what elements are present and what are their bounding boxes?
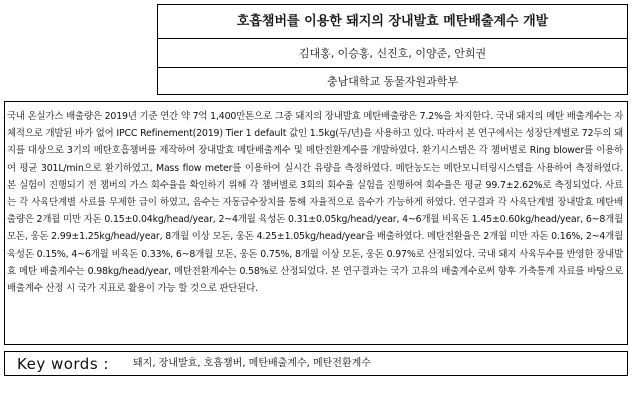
paper-title: 호흡챔버를 이용한 돼지의 장내발효 메탄배출계수 개발 xyxy=(158,5,627,39)
title-block xyxy=(157,4,628,95)
keywords-label: Key words : xyxy=(17,355,109,373)
author-list: 김대홍, 이승홍, 신진호, 이양준, 안희권 xyxy=(158,39,627,68)
keywords-list: 돼지, 장내발효, 호흡챔버, 메탄배출계수, 메탄전환계수 xyxy=(133,358,371,369)
abstract-box xyxy=(4,101,628,345)
abstract-text: 국내 온실가스 배출량은 2019년 기준 연간 약 7억 1,400만톤으로 그중 돼지의 장내발효 메탄배출량은 7.2%을 차지한다. 국내 돼지의 메탄 배출계수는 자체적으로 개발된 바가 없어 IPCC Refinement(2019) Tier 1 default 값인 1.5kg(두/년)을 사용하고 있다. 따라서 본 연구에서는 성장단계별로 72두의 돼지를 대상으로 3기의 메탄호흡챔버를 제작하여 장내발효 메탄배출계수 및 메탄전환계수를 개발하였다. 환기시스템은 각 챔버별로 Ring blower를 이용하여 평균 301L/min으로 환기하였고, Mass flow meter를 이용하여 실시간 유량을 측정하였다. 메탄농도는 메탄모니터링시스템을 사용하여 측정하였다. 본 실험이 진행되기 전 챔버의 가스 회수율을 확인하기 위해 각 챔버별로 3회의 회수율 실험을 진행하여 회수율은 평균 99.7±2.62%로 측정되었다. 사료는 각 사육단계별 사료를 무제한 급이 하였고, 음수는 자동급수장치를 통해 자율적으로 음수가 가능하게 하였다. 연구결과 각 사육단계별 장내발효 메탄배출량은 2개월 미만 자돈 0.15±0.04kg/head/year, 2~4개월 육성돈 0.31±0.05kg/head/year, 4~6개월 비육돈 1.45±0.60kg/head/year, 6~8개월 모돈, 웅돈 2.99±1.25kg/head/year, 8개월 이상 모돈, 웅돈 4.25±1.05kg/head/year을 배출하였다. 메탄전환율은 2개월 미만 자돈 0.16%, 2~4개월 육성돈 0.15%, 4~6개월 비육돈 0.33%, 6~8개월 모돈, 웅돈 0.75%, 8개월 이상 모돈, 웅돈 0.97%로 산정되었다. 국내 돼지 사육두수를 반영한 장내발효 메탄 배출계수는 0.98kg/head/year, 메탄전환계수는 0.58%로 산정되었다. 본 연구결과는 국가 고유의 배출계수로써 향후 가축통계 자료를 바탕으로 배출계수 산정 시 국가 지표로 활용이 가능 할 것으로 판단된다. xyxy=(7,111,623,295)
keywords-box xyxy=(4,351,628,376)
affiliation: 충남대학교 동물자원과학부 xyxy=(326,75,458,88)
